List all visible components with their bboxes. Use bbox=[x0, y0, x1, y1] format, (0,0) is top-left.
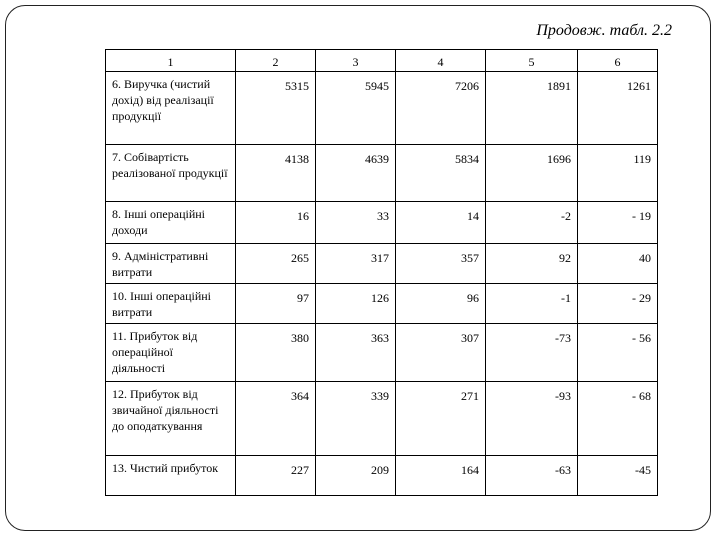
table-cell: 1261 bbox=[578, 72, 658, 145]
table-cell: 380 bbox=[236, 324, 316, 382]
table-cell: 1891 bbox=[486, 72, 578, 145]
table-row bbox=[106, 202, 658, 244]
table-cell: 40 bbox=[578, 244, 658, 284]
table-cell: 16 bbox=[236, 202, 316, 244]
row-label: 13. Чистий прибуток bbox=[106, 456, 236, 496]
row-label: 10. Інші операційні витрати bbox=[106, 284, 236, 324]
table-cell: 1696 bbox=[486, 145, 578, 202]
column-header: 6 bbox=[578, 50, 658, 72]
table-cell: 4138 bbox=[236, 145, 316, 202]
table-cell: 92 bbox=[486, 244, 578, 284]
table-cell: 265 bbox=[236, 244, 316, 284]
table-cell: -45 bbox=[578, 456, 658, 496]
table-row bbox=[106, 284, 658, 324]
row-label: 6. Виручка (чистий дохід) від реалізації продукції bbox=[106, 72, 236, 145]
table-cell: - 56 bbox=[578, 324, 658, 382]
table-cell: 97 bbox=[236, 284, 316, 324]
table-cell: -73 bbox=[486, 324, 578, 382]
table-cell: 363 bbox=[316, 324, 396, 382]
financial-table bbox=[105, 49, 658, 496]
table-cell: - 19 bbox=[578, 202, 658, 244]
table-cell: 14 bbox=[396, 202, 486, 244]
table-cell: 5834 bbox=[396, 145, 486, 202]
column-header: 1 bbox=[106, 50, 236, 72]
column-header: 4 bbox=[396, 50, 486, 72]
table-cell: 5945 bbox=[316, 72, 396, 145]
table-cell: -1 bbox=[486, 284, 578, 324]
table-cell: 339 bbox=[316, 382, 396, 456]
table-row bbox=[106, 456, 658, 496]
table-row bbox=[106, 382, 658, 456]
table-cell: - 68 bbox=[578, 382, 658, 456]
table-row bbox=[106, 72, 658, 145]
header-row bbox=[106, 50, 658, 72]
table-cell: 119 bbox=[578, 145, 658, 202]
table-cell: 126 bbox=[316, 284, 396, 324]
table-cell: 357 bbox=[396, 244, 486, 284]
row-label: 12. Прибуток від звичайної діяльності до оподаткування bbox=[106, 382, 236, 456]
table-cell: 96 bbox=[396, 284, 486, 324]
row-label: 9. Адміністративні витрати bbox=[106, 244, 236, 284]
row-label: 7. Собівартість реалізованої продукції bbox=[106, 145, 236, 202]
table-caption: Продовж. табл. 2.2 bbox=[536, 22, 672, 39]
table-cell: 7206 bbox=[396, 72, 486, 145]
table-cell: -93 bbox=[486, 382, 578, 456]
table-row bbox=[106, 324, 658, 382]
row-label: 11. Прибуток від операційної діяльності bbox=[106, 324, 236, 382]
column-header: 3 bbox=[316, 50, 396, 72]
table-cell: 271 bbox=[396, 382, 486, 456]
table-cell: 227 bbox=[236, 456, 316, 496]
table-cell: 33 bbox=[316, 202, 396, 244]
table-cell: -2 bbox=[486, 202, 578, 244]
row-label: 8. Інші операційні доходи bbox=[106, 202, 236, 244]
table-cell: 317 bbox=[316, 244, 396, 284]
table-cell: 164 bbox=[396, 456, 486, 496]
table-cell: - 29 bbox=[578, 284, 658, 324]
column-header: 5 bbox=[486, 50, 578, 72]
column-header: 2 bbox=[236, 50, 316, 72]
table-cell: 4639 bbox=[316, 145, 396, 202]
table-cell: 364 bbox=[236, 382, 316, 456]
table-cell: 5315 bbox=[236, 72, 316, 145]
table-cell: 307 bbox=[396, 324, 486, 382]
table-cell: 209 bbox=[316, 456, 396, 496]
table-row bbox=[106, 244, 658, 284]
table-cell: -63 bbox=[486, 456, 578, 496]
table-row bbox=[106, 145, 658, 202]
